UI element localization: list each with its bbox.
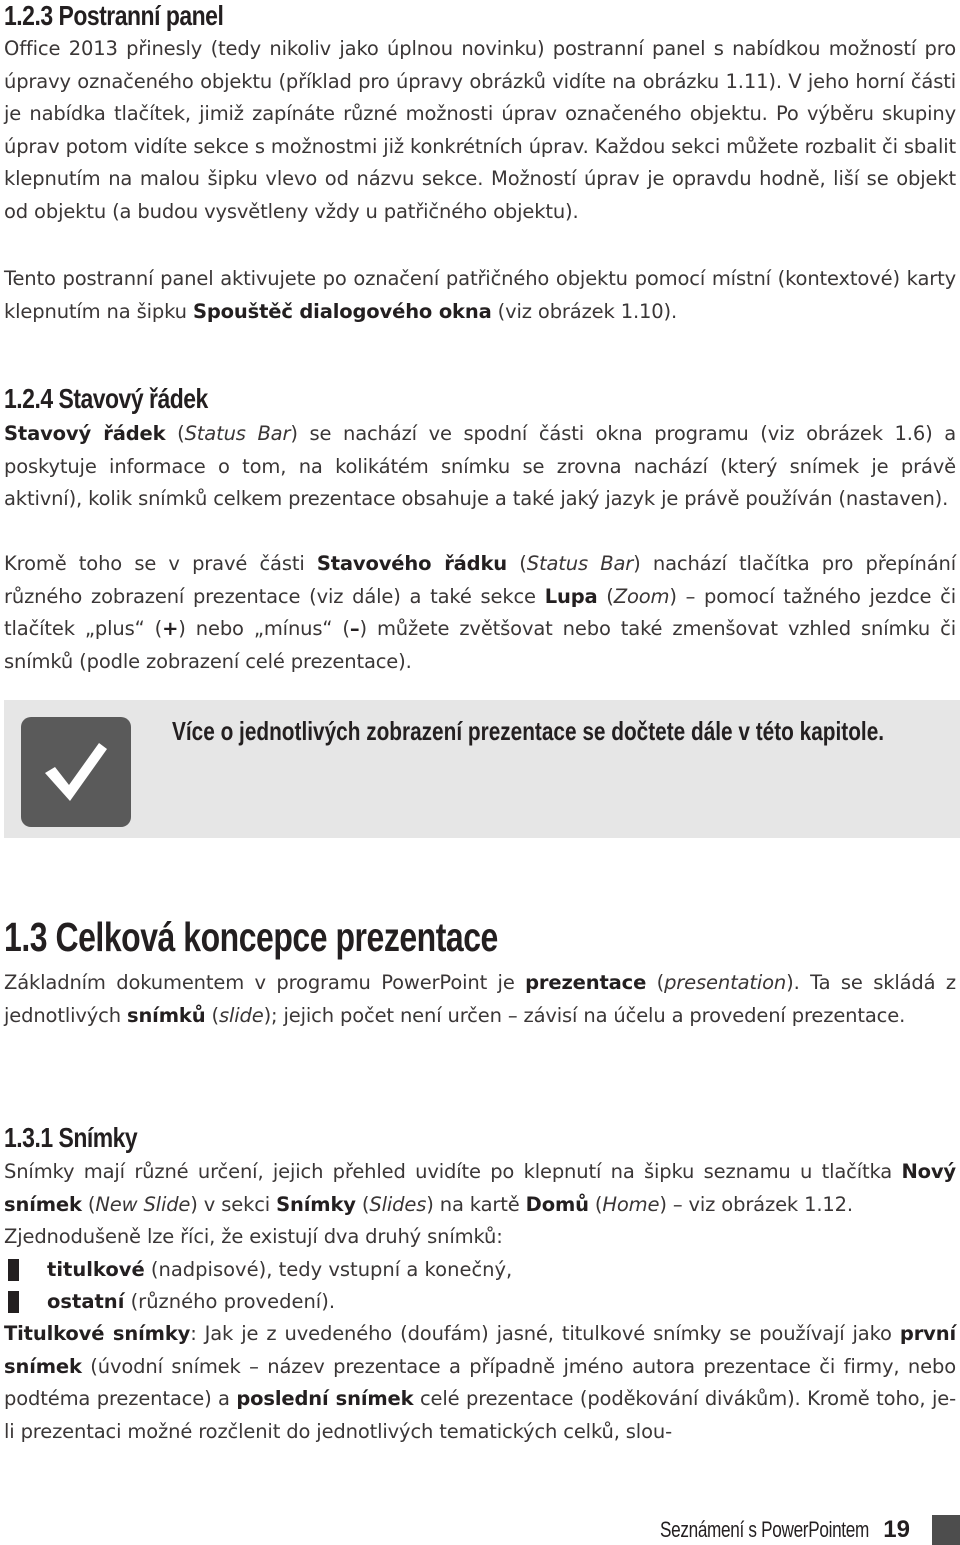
section-heading-1-3: 1.3 Celková koncepce prezentace (4, 914, 498, 960)
paragraph-slide-types: Zjednodušeně lze říci, že existují dva druhý snímků: (4, 1225, 503, 1248)
footer-title: Seznámení s PowerPointem (660, 1517, 870, 1542)
paragraph-status-bar-intro: Stavový řádek (Status Bar) se nachází ve spodní části okna programu (viz obrázek 1.6) a poskytuje informace o tom, na kolikátém snímku se zrovna nachází (který snímek je právě aktivní), kolik snímků celkem prezentace obsahuje a také jaký jazyk je právě používán (nastaven). (4, 422, 957, 510)
section-heading-1-3-1: 1.3.1 Snímky (4, 1122, 138, 1153)
section-heading-1-2-4: 1.2.4 Stavový řádek (4, 383, 208, 414)
note-box (4, 700, 960, 838)
bullet-marker-icon (8, 1259, 19, 1281)
list-item: titulkové (nadpisové), tedy vstupní a konečný, (4, 1254, 512, 1287)
bullet-marker-icon (8, 1291, 19, 1313)
list-item: ostatní (různého provedení). (4, 1286, 335, 1319)
page-footer (601, 1515, 960, 1545)
footer-square-icon (932, 1515, 960, 1545)
paragraph-side-panel-activation: Tento postranní panel aktivujete po označení patřičného objektu pomocí místní (kontextové) karty klepnutím na šipku Spouštěč dialogového okna (viz obrázek 1.10). (4, 267, 956, 323)
section-heading-1-2-3: 1.2.3 Postranní panel (4, 0, 224, 31)
paragraph-title-slides: Titulkové snímky: Jak je z uvedeného (doufám) jasné, titulkové snímky se používají jako první snímek (úvodní snímek – název prezentace a případně jméno autora prezentace či firmy, nebo podtéma prezentace) a poslední snímek celé prezentace (poděkování divákům). Kromě toho, je-li prezentaci možné rozčlenit do jednotlivých tematických celků, slou- (4, 1322, 956, 1443)
page-number: 19 (883, 1516, 910, 1543)
paragraph-side-panel-intro: Office 2013 přinesly (tedy nikoliv jako úplnou novinku) postranní panel s nabídkou možností pro úpravy označeného objektu (příklad pro úpravy obrázků vidíte na obrázku 1.11). V jeho horní části je nabídka tlačítek, jimiž zapínáte různé možnosti úprav označeného objektu. Po výběru skupiny úprav potom vidíte sekce s možnostmi již konkrétních úprav. Každou sekci můžete rozbalit či sbalit klepnutím na malou šipku vlevo od názvu sekce. Možností úprav je opravdu hodně, liší se objekt od objektu (a budou vysvětleny vždy u patřičného objektu). (4, 37, 956, 223)
paragraph-status-bar-zoom: Kromě toho se v pravé části Stavového řádku (Status Bar) nachází tlačítka pro přepínání různého zobrazení prezentace (viz dále) a také sekce Lupa (Zoom) – pomocí tažného jezdce či tlačítek „plus“ (+) nebo „mínus“ (–) můžete zvětšovat nebo také zmenšovat vzhled snímku či snímků (podle zobrazení celé prezentace). (4, 552, 956, 673)
note-text: Více o jednotlivých zobrazení prezentace se dočtete dále v této kapitole. (172, 716, 885, 746)
checkmark-icon (21, 717, 131, 827)
paragraph-presentation-concept: Základním dokumentem v programu PowerPoint je prezentace (presentation). Ta se skládá z jednotlivých snímků (slide); jejich počet není určen – závisí na účelu a provedení prezentace. (4, 971, 956, 1027)
paragraph-slides-intro: Snímky mají různé určení, jejich přehled uvidíte po klepnutí na šipku seznamu u tlačítka Nový snímek (New Slide) v sekci Snímky (Slides) na kartě Domů (Home) – viz obrázek 1.12. (4, 1160, 956, 1216)
